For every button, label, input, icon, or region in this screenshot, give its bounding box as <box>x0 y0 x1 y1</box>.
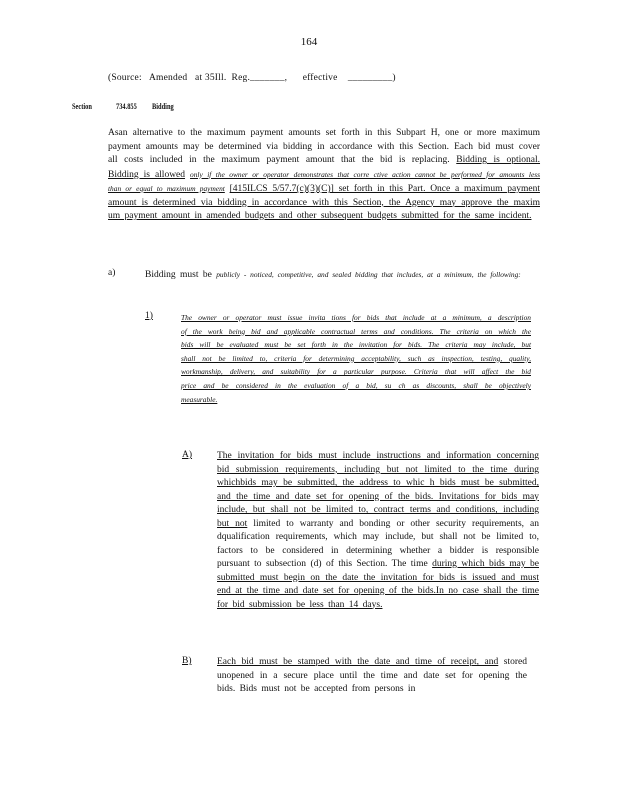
item-a-paragraph <box>145 268 540 283</box>
item-B-paragraph <box>217 656 527 697</box>
intro-underlined-text-2: [415ILCS 5/57.7(c)(3)(C)] set forth in this Part. Once a maximum payment amount is determined via bidding in accordance with this Section, the Agency may approve the maxim um payment amount in amended budgets and other subsequent budgets submitted for the same incident. <box>108 184 540 221</box>
item-A-underlined-text: The invitation for bids must include instructions and information concerning bid submission requirements, including but not limited to the time during whichbids may be submitted, the address to whic h bids must be submitted, and the time and date set for opening of the bids. Invitations for bids may include, but shall not be limited to, contract terms and conditions, including but not <box>217 451 539 529</box>
item-1-label: 1) <box>145 311 153 321</box>
page-number: 164 <box>300 36 318 48</box>
source-note: (Source: Amended at 35Ill. Reg._______, effective _________) <box>108 73 396 83</box>
item-A-paragraph <box>217 450 539 612</box>
section-label: Section <box>72 102 92 111</box>
item-a-italic-text: publicly - noticed, competitive, and sealed bidding that includes, at a minimum, the following: <box>216 270 521 279</box>
section-number: 734.855 <box>116 102 137 111</box>
intro-underlined-text: Bidding is optional. Bidding is allowed <box>108 155 541 180</box>
item-B-label: B) <box>182 656 192 666</box>
item-A-underlined-text-2: during which bids may be submitted must begin on the date the invitation for bids is issued and must end at the time and date set for opening of the bids.In no case shall the time for bid submission be less than 14 days. <box>217 559 540 610</box>
item-1-paragraph: The owner or operator must issue invita tions for bids that include at a minimum, a description of the work being bid and applicable contractual terms and conditions. The criteria on which the bids will be evaluated must be set forth in the invitation for bids. The criteria may include, but shall not be limited to, criteria for determining acceptability, such as inspection, testing, quality, workmanship, delivery, and suitability for a particular purpose. Criteria that will affect the bid price and be considered in the evaluation of a bid, su ch as discounts, shall be objectively measurable. <box>181 313 531 404</box>
item-A-label: A) <box>182 450 193 460</box>
item-a-plain-text: Bidding must be <box>145 270 212 280</box>
intro-plain-text: Asan alternative to the maximum payment amounts set forth in this Subpart H, one or more maximum payment amounts may be determined via bidding in accordance with this Section. Each bid must cover all costs included in the maximum payment amount that the bid is replacing. <box>108 128 540 165</box>
section-title: Bidding <box>152 102 174 111</box>
intro-paragraph <box>108 127 540 224</box>
item-A-plain-text: limited to warranty and bonding or other security requirements, an dqualification requirements, which may include, but shall not be limited to, factors to be considered in determining whether a bidder is responsible pursuant to subsection (d) of this Section. The time <box>217 518 540 569</box>
item-a-label: a) <box>108 268 116 278</box>
item-B-plain-text: stored unopened in a secure place until the time and date set for opening the bids. Bids must not be accepted from persons in <box>217 657 528 694</box>
intro-italic-quote: only if the owner or operator demonstrates that corre ctive action cannot be performed for amounts less than or equal to maximum payment <box>108 169 541 193</box>
item-B-underlined-text: Each bid must be stamped with the date and time of receipt, and <box>217 657 499 667</box>
